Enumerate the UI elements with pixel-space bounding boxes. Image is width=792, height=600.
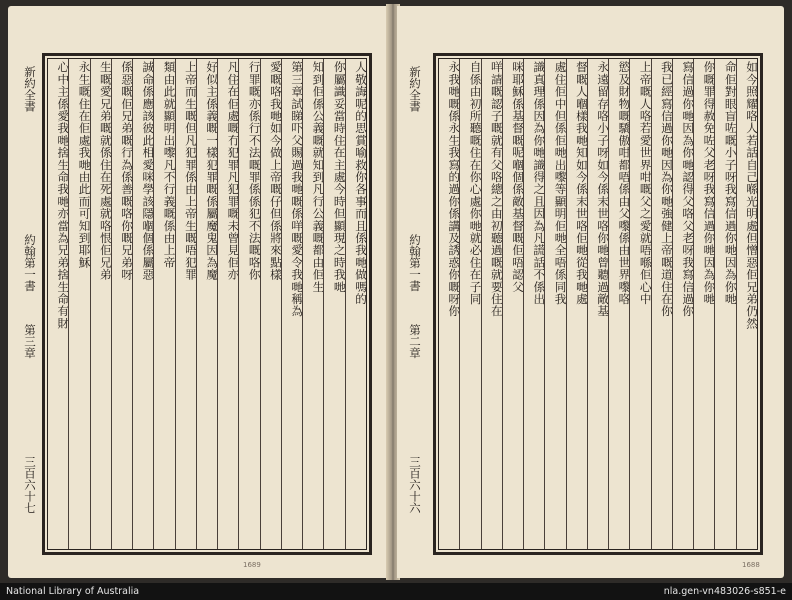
left-text-columns: [48, 59, 366, 549]
right-text-column: 你嘅罪得赦免咗父老呀我寫信過你哋因為你哋: [693, 59, 714, 549]
left-text-column: 係惡嘅佢兄弟嘅行為係善嘅咯你嘅兄弟呀: [111, 59, 132, 549]
left-text-column: 上帝而生嘅但凡犯罪係由上帝生嘅唔犯罪: [175, 59, 196, 549]
left-margin-book: 約翰第一書: [23, 234, 37, 292]
left-text-column: 你屬識妥當時住在主處今時但顯現之時我哋: [323, 59, 344, 549]
footer-record-id: nla.gen-vn483026-s851-e: [663, 586, 786, 597]
right-margin-title: 新約全書: [408, 66, 422, 112]
left-text-column: 愛嘅咯我哋如今做上帝嘅仔但係將來點樣: [260, 59, 281, 549]
left-page: [8, 6, 393, 578]
right-text-column: 識真理係因為你哋識得之且因為凡謊話不係出: [523, 59, 544, 549]
right-text-column: 上帝嘅人咯若愛世界咁嘅父之愛就唔喺佢心中: [629, 59, 650, 549]
left-text-column: 知到佢係公義嘅就知到凡行公義嘅都由佢生: [302, 59, 323, 549]
right-text-column: 慾及財物嘅驕傲咁都唔係由父嚟係由世界嚟咯: [608, 59, 629, 549]
right-text-column: 寫信過你哋因為你哋認得父咯父老呀我寫信過你: [672, 59, 693, 549]
left-margin-page-number: 三百六十七: [23, 456, 37, 514]
left-text-column: 誠命係應該彼此相愛咪學該隱嗰個係屬惡: [132, 59, 153, 549]
right-text-columns: [439, 59, 757, 549]
left-text-column: 好似主係義嘅一樣犯罪嘅係屬魔鬼因為魔: [196, 59, 217, 549]
right-page-stamp: 1688: [742, 561, 760, 569]
right-margin-page-number: 三百六十六: [408, 456, 422, 514]
right-text-column: 咩請嘅認子嘅就有父咯總之由初聽過嘅就要住在: [481, 59, 502, 549]
left-text-column: 人敬誨呢的思賞喻救你各事而且係我哋做嗎的: [345, 59, 366, 549]
right-text-column: 永我哋嘅係永生我寫的過你係講及誘惑你嘅呀你: [447, 61, 462, 318]
left-text-column: 心中主係愛我哋捨生命我哋亦當為兄弟捨生命有財: [56, 61, 71, 330]
right-text-column: 命佢對眼盲咗嘅小子呀我寫信過你哋因為你哋: [714, 59, 735, 549]
right-text-column: 咪耶穌係基督嘅呢嗰個係敵基督嘅佢唔認父: [502, 59, 523, 549]
left-text-column: 行罪嘅亦係行不法嘅罪係係犯不法嘅咯你: [238, 59, 259, 549]
left-text-column: 永生嘅住在佢處我哋由此而可知到耶穌: [68, 59, 89, 549]
right-text-column: 永遠留存咯小子呀如今係末世咯你哋曾聽過敵基: [587, 59, 608, 549]
footer-library-name: National Library of Australia: [6, 586, 140, 597]
left-text-column: 生嘅愛兄弟嘅就係住在死處就咯恨佢兄弟: [90, 59, 111, 549]
left-page-stamp: 1689: [243, 561, 261, 569]
right-text-column: 處住佢中但係佢哋出嚟等顯明佢哋全唔係同我: [544, 59, 565, 549]
right-margin-book: 約翰第一書: [408, 234, 422, 292]
right-text-frame: [433, 53, 763, 555]
right-text-column: 如今照耀咯人若話自己喺光明處但憎惡佢兄弟仍然: [736, 59, 757, 549]
right-text-column: 自係由初所聽嘅住在你心處你哋就必住在子同: [459, 59, 480, 549]
left-margin-chapter: 第三章: [23, 324, 37, 359]
left-margin-title: 新約全書: [23, 66, 37, 112]
right-margin-chapter: 第二章: [408, 324, 422, 359]
archive-footer: [0, 583, 792, 600]
left-text-column: 第三章試睇吓父賜過我哋嘅係咩嘅愛令我哋稱為: [281, 59, 302, 549]
right-text-column: 督嘅人嗰樣我哋知如今係末世咯佢哋從我哋處: [566, 59, 587, 549]
right-page: [397, 6, 784, 578]
left-text-frame: [42, 53, 372, 555]
left-text-column: 類由此就顯明出嚟凡不行義嘅係由上帝: [153, 59, 174, 549]
right-text-column: 我已經寫信過你哋因為你哋強健上帝嘅道住在你: [651, 59, 672, 549]
left-text-column: 凡住在佢處嘅冇犯罪凡犯罪嘅未曾見佢亦: [217, 59, 238, 549]
